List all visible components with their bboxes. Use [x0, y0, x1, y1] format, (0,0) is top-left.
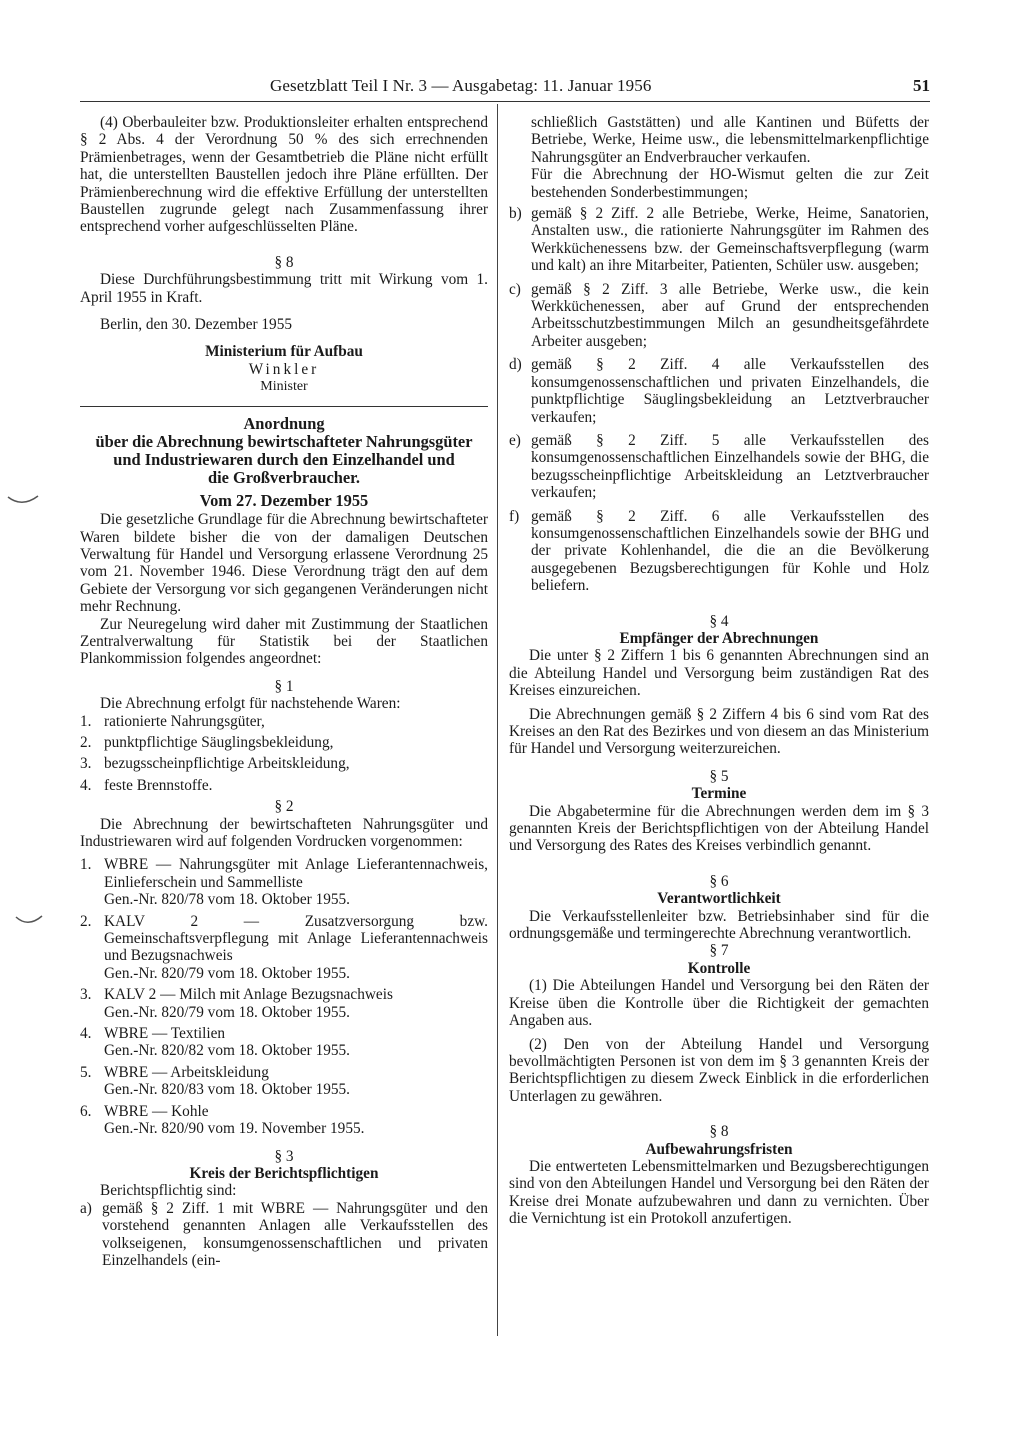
section-1-intro: Die Abrechnung erfolgt für nachstehende Waren: — [100, 695, 401, 713]
list-item: a) gemäß § 2 Ziff. 1 mit WBRE — Nahrungsgüter und den vorstehend genannten Anlagen alle Verkaufsstellen des volkseigenen, konsumgenossenschaftlichen und privaten Einzelhandels (ein- — [80, 1199, 488, 1269]
section-title: Verantwortlichkeit — [657, 890, 781, 908]
list-item: 3. KALV 2 — Milch mit Anlage Bezugsnachweis Gen.-Nr. 820/79 vom 18. Oktober 1955. — [80, 986, 393, 1021]
section-6-paragraph: Die Verkaufsstellenleiter bzw. Betriebsinhaber sind für die ordnungsgemäße und termingerechte Abrechnung verantwortlich. — [509, 907, 929, 943]
forms-list — [80, 856, 488, 1137]
list-item: 4. feste Brennstoffe. — [80, 776, 213, 794]
section-heading: § 6 — [709, 872, 729, 890]
list-item: c) gemäß § 2 Ziff. 3 alle Betriebe, Werke usw., die kein Werkküchenessen, aber auf Grund der entsprechenden Arbeitsschutzbestimmungen Milch an gesundheitsgefährdete Arbeiter ausgeben; — [509, 280, 929, 350]
section-title: Empfänger der Abrechnungen — [619, 629, 819, 647]
header-rule — [80, 101, 930, 102]
list-item: 1. WBRE — Nahrungsgüter mit Anlage Lieferantennachweis, Einlieferschein und Sammelliste Gen.-Nr. 820/78 vom 18. Oktober 1955. — [80, 856, 488, 909]
ordinance-date: Vom 27. Dezember 1955 — [199, 490, 369, 510]
list-item: 2. KALV 2 — Zusatzversorgung bzw. Gemeinschaftsverpflegung mit Anlage Lieferantennachweis und Bezugsnachweis Gen.-Nr. 820/79 vom 18. Oktober 1955. — [80, 912, 488, 982]
section-divider — [80, 406, 488, 407]
section-title: Kontrolle — [687, 959, 751, 977]
section-5-paragraph: Die Abgabetermine für die Abrechnungen werden dem im § 3 genannten Kreis der Berichtspflichtigen von der Abteilung Handel und Versorgung des Rates des Kreises verbindlich genannt. — [509, 802, 929, 855]
section-title: Kreis der Berichtspflichtigen — [189, 1164, 379, 1182]
intro-paragraph: Zur Neuregelung wird daher mit Zustimmung der Staatlichen Zentralverwaltung für Statistik bei der Staatlichen Plankommission folgendes angeordnet: — [80, 615, 488, 668]
ordinance-subtitle: die Großverbraucher. — [207, 467, 361, 487]
section-title: Termine — [691, 785, 747, 803]
section-8-paragraph: Die entwerteten Lebensmittelmarken und Bezugsberechtigungen sind von den Abteilungen Handel und Versorgung bei den Räten der Kreise drei Monate aufzubewahren und dann zu vernichten. Über die Vernichtung ist ein Protokoll anzufertigen. — [509, 1157, 929, 1228]
signer-name: Winkler — [248, 360, 320, 378]
page-header — [270, 76, 930, 102]
margin-mark-icon — [14, 914, 44, 930]
section-7-paragraph: (2) Den von der Abteilung Handel und Versorgung bevollmächtigten Personen ist von dem im § 3 genannten Kreis der Berichtspflichtigen zu diesem Zweck Einblick in die erforderlichen Unterlagen zu gewähren. — [509, 1035, 929, 1105]
signer-title: Minister — [260, 379, 308, 395]
section-heading: § 2 — [274, 798, 294, 816]
header-text: Gesetzblatt Teil I Nr. 3 — Ausgabetag: 11. Januar 1956 — [270, 76, 652, 95]
list-item: b) gemäß § 2 Ziff. 2 alle Betriebe, Werke, Heime, Sanatorien, Anstalten usw., die rationierte Nahrungsgüter im Rahmen des Werkküchenessens bzw. der Gemeinschaftsverpflegung (warm und kalt) an ihre Mitarbeiter, Patienten, Schüler usw. ausgeben; — [509, 205, 929, 275]
right-column — [509, 114, 929, 1228]
list-item-continuation: schließlich Gaststätten) und alle Kantinen und Büfetts der Betriebe, Werke, Heime usw., die lebensmittelmarkenpflichtige Nahrungsgüter an Endverbraucher verkaufen. Für die Abrechnung der HO-Wismut gelten die zur Zeit bestehenden Sonderbestimmungen; — [531, 114, 929, 201]
list-item: f) gemäß § 2 Ziff. 6 alle Verkaufsstellen des konsumgenossenschaftlichen Einzelhandels sowie der BHG und der private Kohlenhandel, die die an die Bevölkerung ausgegebenen Bezugsberechtigungen für Kohle und Holz beliefern. — [509, 507, 929, 595]
margin-mark-icon — [6, 494, 40, 510]
section-8-text: Diese Durchführungsbestimmung tritt mit Wirkung vom 1. April 1955 in Kraft. — [80, 271, 488, 306]
obligated-list — [509, 205, 929, 595]
left-column — [80, 114, 488, 1269]
section-4-paragraph: Die Abrechnungen gemäß § 2 Ziffern 4 bis 6 sind vom Rat des Kreises an den Rat des Bezirkes und von diesem an das Ministerium für Handel und Versorgung weiterzureichen. — [509, 705, 929, 758]
list-item: 1. rationierte Nahrungsgüter, — [80, 712, 265, 730]
ordinance-subtitle: über die Abrechnung bewirtschafteter Nahrungsgüter — [95, 431, 473, 451]
intro-paragraph: Die gesetzliche Grundlage für die Abrechnung bewirtschafteter Waren bildete bisher die von der damaligen Deutschen Verwaltung für Handel und Versorgung erlassene Verordnung 25 vom 21. November 1946. Diese Verordnung trägt den auf dem Gebiete der Versorgung vor sich gegangenen Veränderungen nicht mehr Rechnung. — [80, 511, 488, 616]
list-item: d) gemäß § 2 Ziff. 4 alle Verkaufsstellen des konsumgenossenschaftlichen und privaten Einzelhandels, die punktpflichtige Säuglingsbekleidung an Letztverbraucher verkaufen; — [509, 356, 929, 426]
section-heading: § 4 — [709, 612, 729, 630]
ministry-name: Ministerium für Aufbau — [205, 343, 363, 361]
paragraph-4: (4) Oberbauleiter bzw. Produktionsleiter erhalten entsprechend § 2 Abs. 4 der Verordnung 50 % des sich errechnenden Prämienbetrages, wenn der Gesamtbetrieb die Pläne nicht erfüllt hat, die unterstellten Baustellen jedoch ihre Pläne erfüllten. Der Prämienberechnung wird die effektive Erfüllung der unterstellten Baustellen zugrunde gelegt nach Zusammenfassung ihrer entsprechend vorher aufgeschlüsselten Pläne. — [80, 114, 488, 236]
ordinance-subtitle: und Industriewaren durch den Einzelhandel und — [113, 449, 455, 469]
goods-list — [80, 713, 488, 795]
section-3-intro: Berichtspflichtig sind: — [100, 1182, 237, 1200]
section-2-intro: Die Abrechnung der bewirtschafteten Nahrungsgüter und Industriewaren wird auf folgenden Vordrucken vorgenommen: — [80, 815, 488, 850]
place-date: Berlin, den 30. Dezember 1955 — [100, 316, 293, 334]
section-heading: § 8 — [274, 253, 294, 271]
section-heading: § 3 — [274, 1147, 294, 1165]
list-item: 4. WBRE — Textilien Gen.-Nr. 820/82 vom 18. Oktober 1955. — [80, 1025, 350, 1060]
section-heading: § 1 — [274, 677, 294, 695]
page-number: 51 — [913, 76, 930, 95]
list-item: 5. WBRE — Arbeitskleidung Gen.-Nr. 820/83 vom 18. Oktober 1955. — [80, 1063, 350, 1099]
section-4-paragraph: Die unter § 2 Ziffern 1 bis 6 genannten Abrechnungen sind an die Abteilung Handel und Versorgung beim zuständigen Rat des Kreises einzureichen. — [509, 647, 929, 700]
list-item: 2. punktpflichtige Säuglingsbekleidung, — [80, 733, 334, 751]
list-item: 6. WBRE — Kohle Gen.-Nr. 820/90 vom 19. November 1955. — [80, 1102, 365, 1138]
list-item: 3. bezugsscheinpflichtige Arbeitskleidung, — [80, 755, 350, 773]
column-divider — [497, 104, 498, 1336]
list-item: e) gemäß § 2 Ziff. 5 alle Verkaufsstellen des konsumgenossenschaftlichen Einzelhandels sowie der BHG, die bezugsscheinpflichtige Arbeitskleidung an Letztverbraucher verkaufen; — [509, 431, 929, 502]
section-heading: § 7 — [709, 942, 729, 960]
section-7-paragraph: (1) Die Abteilungen Handel und Versorgung bei den Räten der Kreise üben die Kontrolle über die Richtigkeit der gemachten Angaben aus. — [509, 977, 929, 1030]
ordinance-title: Anordnung — [243, 413, 325, 433]
section-title: Aufbewahrungsfristen — [645, 1140, 793, 1158]
section-heading: § 8 — [709, 1123, 729, 1141]
section-heading: § 5 — [709, 767, 729, 785]
